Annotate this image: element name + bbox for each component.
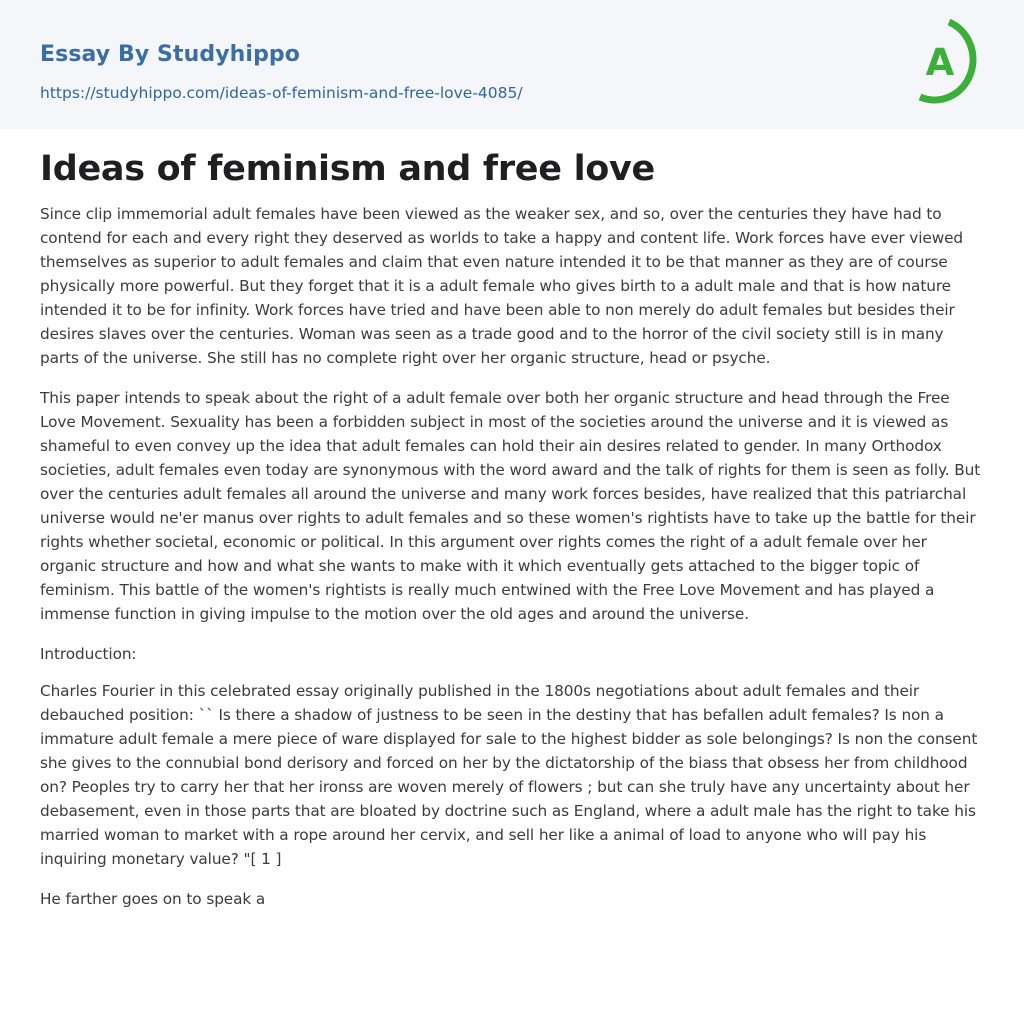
paragraph-1: Since clip immemorial adult females have been viewed as the weaker sex, and so, over the centuries they have had to contend for each and every right they deserved as worlds to take a happy and content life. Work forces have ever viewed themselves as superior to adult females and claim that even nature intended it to be that manner as they are of course physically more powerful. But they forget that it is a adult female who gives birth to a adult male and that is how nature intended it to be for infinity. Work forces have tried and have been able to non merely do adult females but besides their desires slaves over the centuries. Woman was seen as a trade good and to the horror of the civil society still is in many parts of the universe. She still has no complete right over her organic structure, head or psyche. <box>40 205 964 367</box>
section-heading-introduction: Introduction: <box>40 645 137 663</box>
paragraph-2: This paper intends to speak about the right of a adult female over both her organic structure and head through the Free Love Movement. Sexuality has been a forbidden subject in most of the societies around the universe and it is viewed as shameful to even convey up the idea that adult females can hold their ain desires related to gender. In many Orthodox societies, adult females even today are synonymous with the word award and the talk of rights for them is seen as folly. But over the centuries adult females all around the universe and many work forces besides, have realized that this patriarchal universe would ne'er manus over rights to adult females and so these women's rightists have to take up the battle for their rights whether societal, economic or political. In this argument over rights comes the right of a adult female over her organic structure and how and what she wants to make with it which eventually gets attached to the bigger topic of feminism. This battle of the women's rightists is really much entwined with the Free Love Movement and has played a immense function in giving impulse to the motion over the old ages and around the universe. <box>40 389 981 623</box>
paragraph-4-truncated: He farther goes on to speak a <box>40 890 266 908</box>
essay-title: Ideas of feminism and free love <box>40 149 655 189</box>
essay-url-link[interactable]: https://studyhippo.com/ideas-of-feminism-and-free-love-4085/ <box>40 84 523 102</box>
site-title: Essay By Studyhippo <box>40 42 300 67</box>
paragraph-3: Charles Fourier in this celebrated essay originally published in the 1800s negotiations about adult females and their debauched position: `` Is there a shadow of justness to be seen in the destiny that has befallen adult females? Is non a immature adult female a mere piece of ware displayed for sale to the highest bidder as sole belongings? Is non the consent she gives to the connubial bond derisory and forced on her by the dictatorship of the biass that obsess her from childhood on? Peoples try to carry her that her ironss are woven merely of flowers ; but can she truly have any uncertainty about her debasement, even in those parts that are bloated by doctrine such as England, where a adult male has the right to take his married woman to market with a rope around her cervix, and sell her like a animal of load to anyone who will pay his inquiring monetary value? "[ 1 ] <box>40 682 978 868</box>
studyhippo-logo-icon[interactable] <box>912 19 986 105</box>
site-header <box>0 0 1024 129</box>
logo-letter: A <box>925 41 955 84</box>
essay-body <box>0 129 1024 911</box>
